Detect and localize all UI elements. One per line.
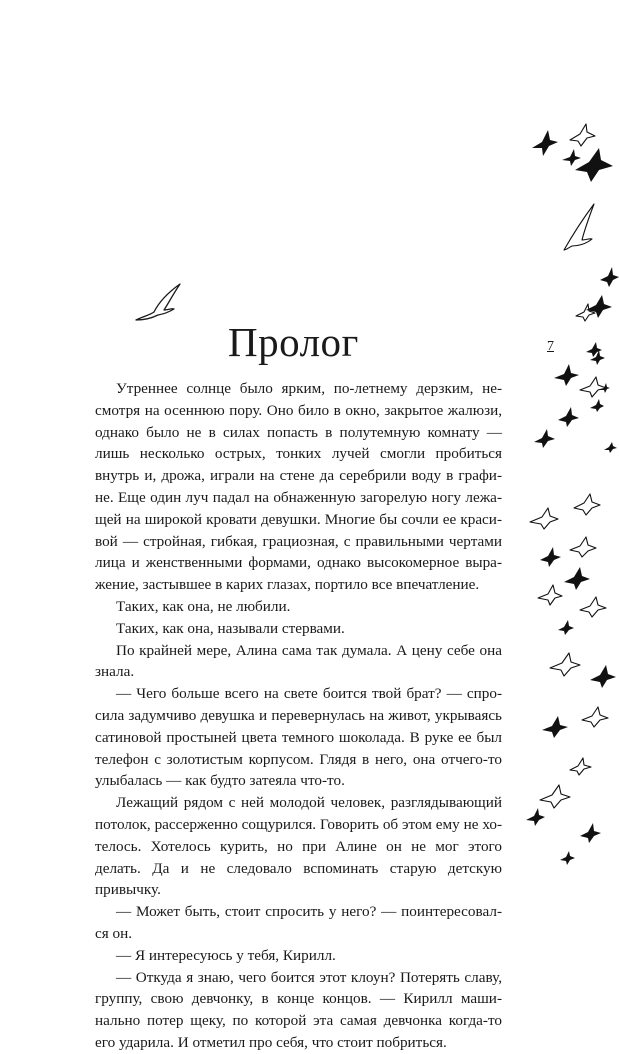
bird-silhouette-icon bbox=[560, 851, 575, 865]
body-text bbox=[95, 378, 502, 1054]
bird-outline-icon bbox=[570, 758, 591, 775]
bird-silhouette-icon bbox=[575, 148, 613, 182]
bird-silhouette-icon bbox=[558, 620, 574, 635]
bird-silhouette-icon bbox=[564, 567, 590, 590]
paragraph: Таких, как она, не любили. bbox=[116, 597, 291, 615]
paragraph: — Чего больше всего на свете боится твой брат? — спросила задумчиво девушка и перевернулась на живот, укрываясь сатиновой простыней цвета темного шоколада. В руке ее был телефон с золотистым корпусом. Глядя в него, она отчего-то улыбалась — как будто затеяла что-то. bbox=[95, 685, 502, 790]
bird-outline-icon bbox=[540, 785, 570, 808]
bird-outline-icon bbox=[564, 204, 594, 250]
bird-silhouette-icon bbox=[590, 665, 616, 688]
bird-silhouette-icon bbox=[604, 442, 617, 453]
bird-silhouette-icon bbox=[542, 716, 568, 738]
bird-silhouette-icon bbox=[534, 429, 555, 448]
bird-outline-icon bbox=[134, 282, 182, 324]
bird-silhouette-icon bbox=[562, 149, 581, 166]
bird-outline-icon bbox=[550, 653, 580, 676]
page-number: 7 bbox=[547, 339, 554, 354]
bird-silhouette-icon bbox=[526, 808, 545, 826]
bird-outline-icon bbox=[570, 124, 595, 146]
bird-silhouette-icon bbox=[580, 823, 601, 843]
bird-silhouette-icon bbox=[600, 267, 619, 287]
paragraph: Утреннее солнце было ярким, по-летнему дерзким, несмотря на осеннюю пору. Оно било в окно, закрытое жалюзи, однако было не в силах попасть в полутемную комнату — лишь несколько острых, тонких лучей смогли пробиться внутрь и, дрожа, играли на стене да серебрили воду в графине. Еще один луч падал на обнаженную загорелую ногу лежащей на широкой кровати девушки. Многие бы сочли ее красивой — стройная, гибкая, грациозная, с правильными чертами лица и женственными формами, однако высокомерное выражение, застывшее в карих глазах, портило все впечатление. bbox=[95, 380, 502, 594]
bird-outline-icon bbox=[582, 707, 608, 727]
paragraph: По крайней мере, Алина сама так думала. А цену себе она знала. bbox=[95, 641, 502, 681]
paragraph: — Может быть, стоит спросить у него? — поинтересовался он. bbox=[95, 903, 502, 942]
bird-outline-icon bbox=[580, 597, 606, 617]
chapter-title: Пролог bbox=[228, 319, 359, 365]
bird-outline-icon bbox=[580, 377, 606, 397]
paragraph: Лежащий рядом с ней молодой человек, разглядывающий потолок, рассерженно сощурился. Говорить об этом ему не хотелось. Хотелось курить, но при Алине он не мог этого делать. Да и не следовало вспоминать старую детскую привычку. bbox=[95, 794, 502, 899]
paragraph: — Откуда я знаю, чего боится этот клоун? Потерять славу, группу, свою девчонку, в конце концов. — Кирилл машинально потер щеку, по которой эта самая девчонка когда-то его ударила. И отметил про себя, что стоит побриться. bbox=[95, 968, 502, 1051]
bird-flock-illustration bbox=[520, 120, 619, 880]
paragraph: Таких, как она, называли стервами. bbox=[116, 619, 345, 637]
bird-outline-icon bbox=[530, 508, 558, 529]
bird-silhouette-icon bbox=[540, 547, 561, 567]
bird-outline-icon bbox=[576, 304, 595, 321]
bird-outline-icon bbox=[538, 585, 562, 605]
bird-outline-icon bbox=[570, 537, 596, 557]
bird-silhouette-icon bbox=[590, 399, 604, 412]
bird-silhouette-icon bbox=[558, 407, 579, 427]
bird-silhouette-icon bbox=[532, 130, 558, 156]
bird-silhouette-icon bbox=[554, 364, 579, 386]
paragraph: — Я интересуюсь у тебя, Кирилл. bbox=[116, 946, 336, 964]
bird-outline-icon bbox=[574, 494, 600, 515]
